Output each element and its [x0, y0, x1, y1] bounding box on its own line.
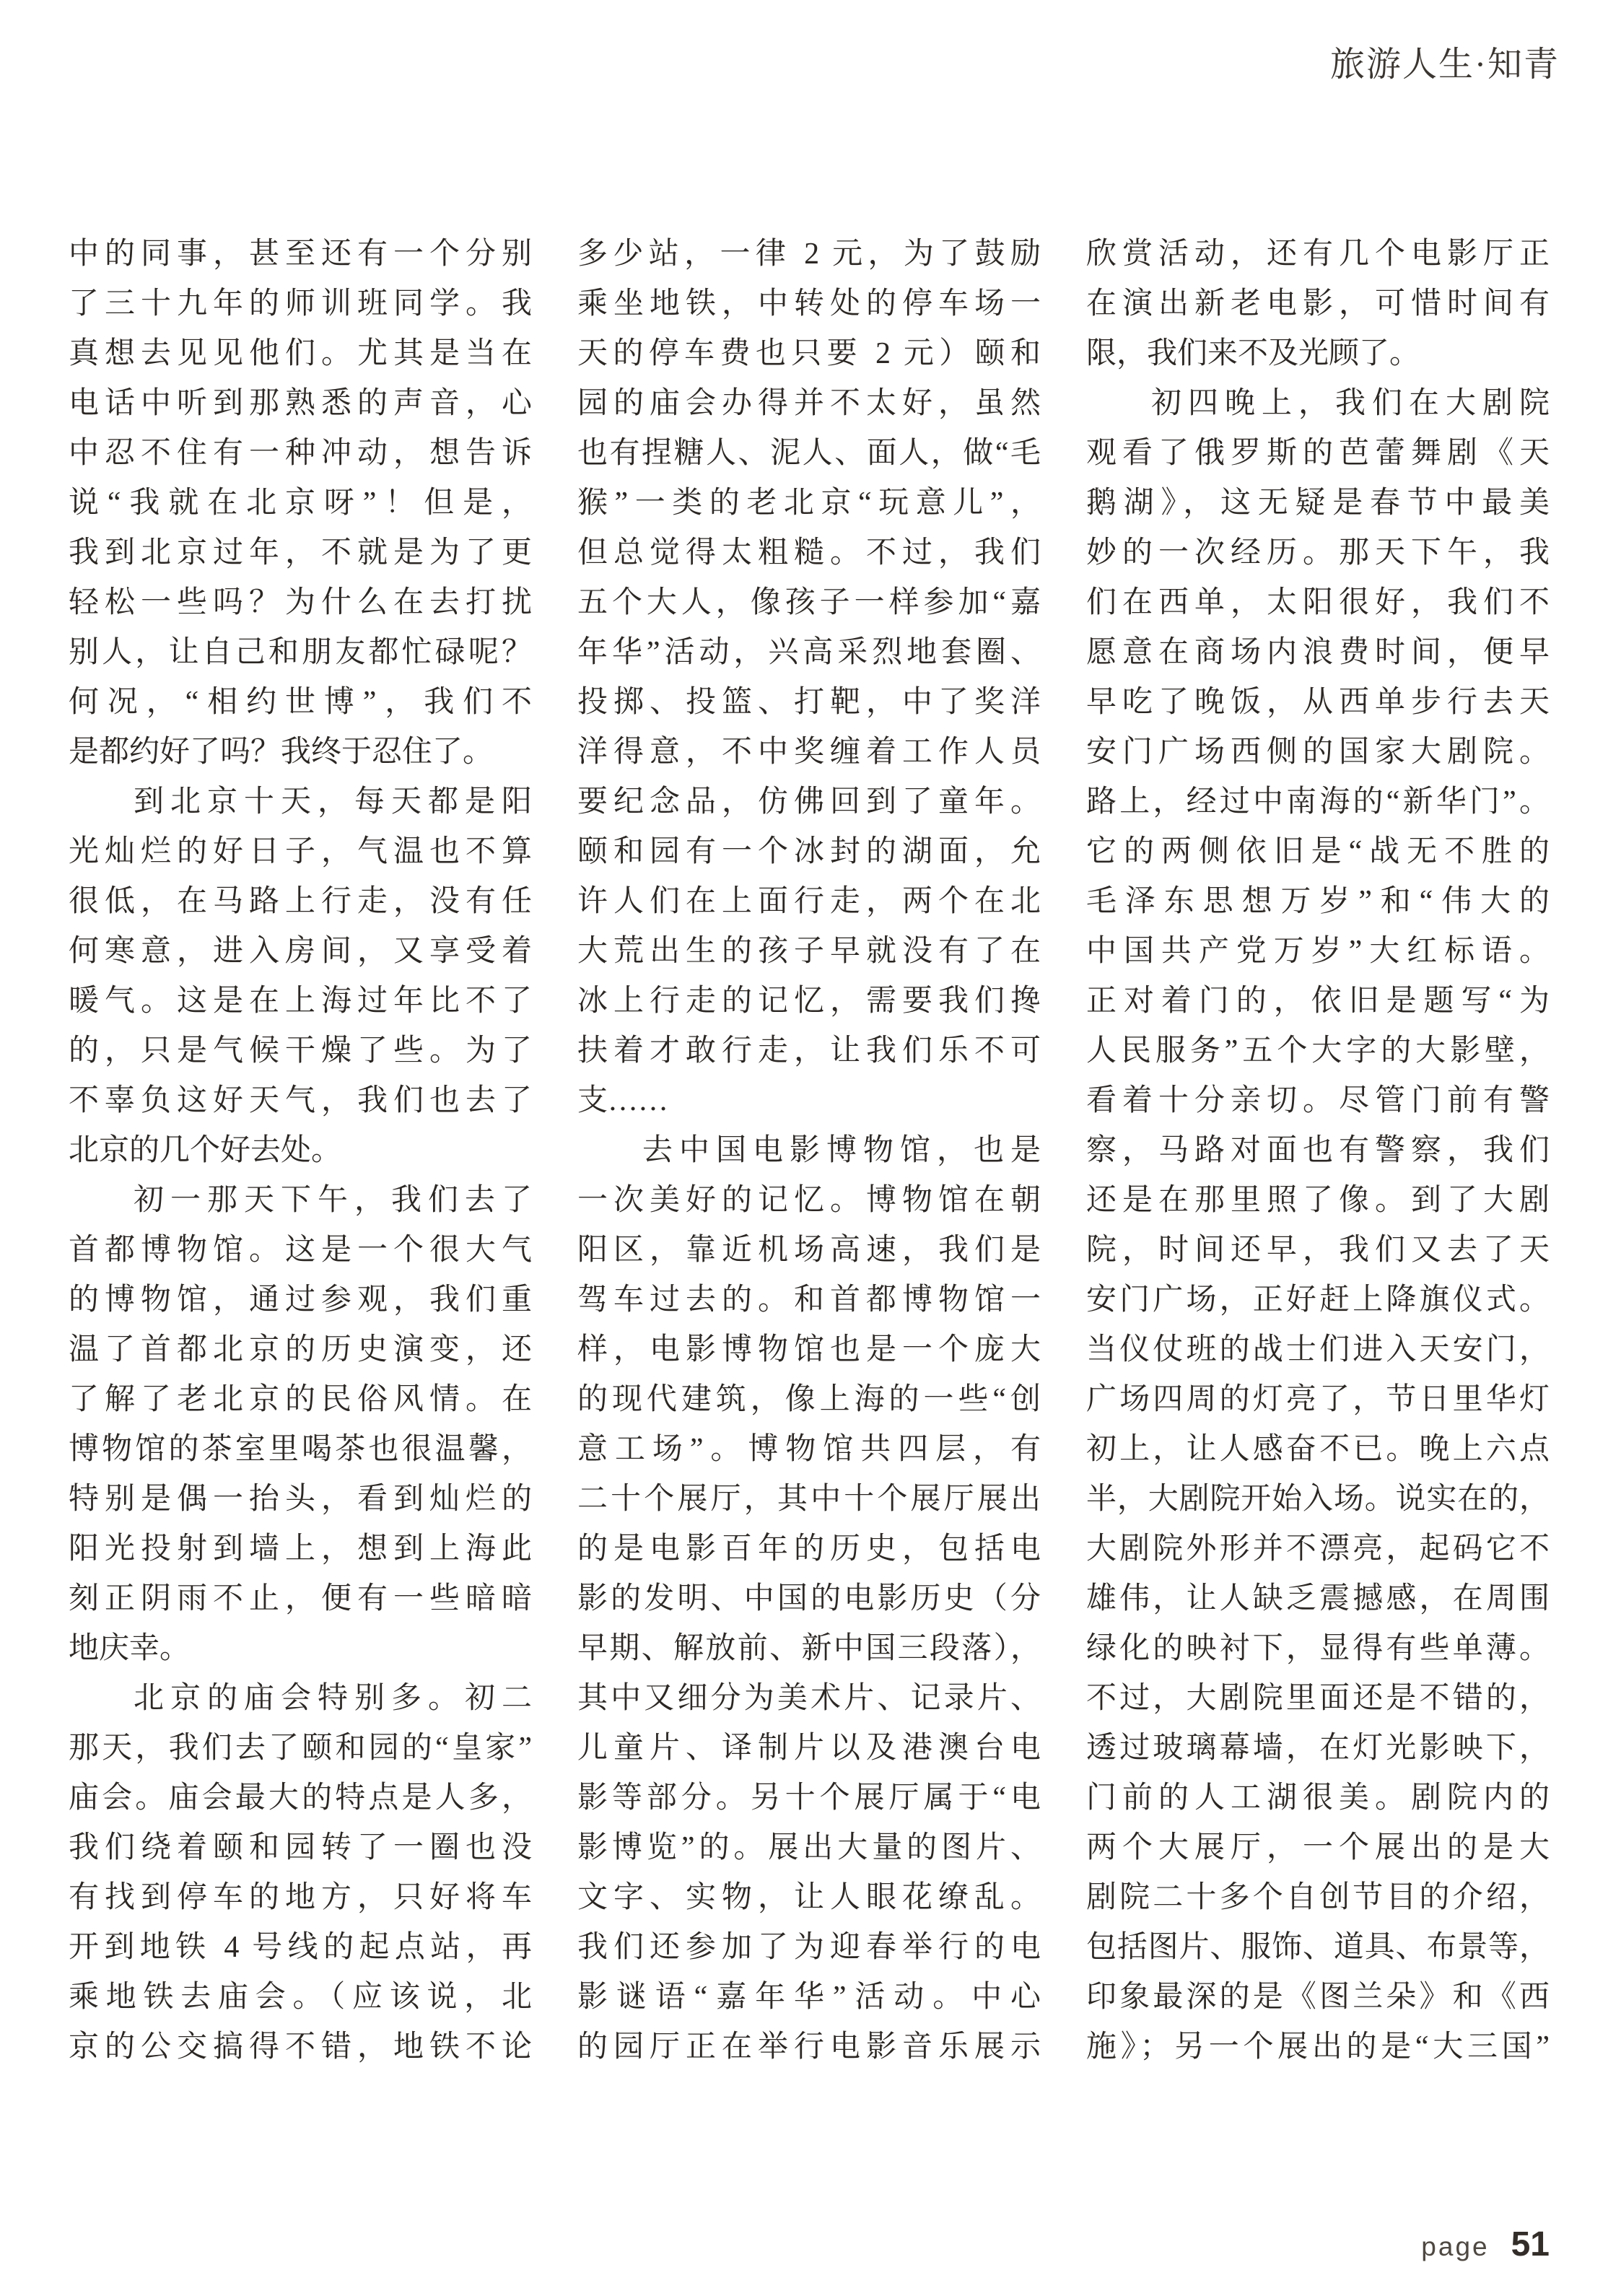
text-line: 中的同事，甚至还有一个分别: [69, 237, 532, 271]
text-line: 的是电影百年的历史，包括电: [577, 1532, 1041, 1566]
text-line: 包括图片、服饰、道具、布景等，: [1086, 1931, 1550, 1964]
text-line: 路上，经过中南海的“新华门”。: [1086, 785, 1550, 819]
text-line: 其中又细分为美术片、记录片、: [577, 1682, 1041, 1715]
text-line: 毛泽东思想万岁”和“伟大的: [1086, 885, 1550, 918]
text-line: 要纪念品，仿佛回到了童年。: [577, 785, 1041, 819]
text-line: 的现代建筑，像上海的一些“创: [577, 1383, 1041, 1416]
text-line: 大剧院外形并不漂亮，起码它不: [1086, 1532, 1550, 1566]
text-line: 人民服务”五个大字的大影壁，: [1086, 1034, 1550, 1068]
text-line: 样，电影博物馆也是一个庞大: [577, 1333, 1041, 1366]
text-line: 也有捏糖人、泥人、面人，做“毛: [577, 437, 1041, 470]
text-line: 安门广场西侧的国家大剧院。: [1086, 735, 1550, 769]
text-line: 不辜负这好天气，我们也去了: [69, 1084, 532, 1117]
text-line: 北京的几个好去处。: [69, 1134, 342, 1167]
text-line: 影等部分。另十个展厅属于“电: [577, 1781, 1041, 1815]
text-line: 施》；另一个展出的是“大三国”: [1086, 2030, 1550, 2064]
text-line: 猴”一类的老北京“玩意儿”，: [577, 486, 1041, 520]
text-line: 绿化的映衬下，显得有些单薄。: [1086, 1632, 1550, 1665]
text-line: 冰上行走的记忆，需要我们搀: [577, 985, 1041, 1018]
text-line: 愿意在商场内浪费时间，便早: [1086, 636, 1550, 669]
text-line: 察，马路对面也有警察，我们: [1086, 1134, 1550, 1167]
text-line: 温了首都北京的历史演变，还: [69, 1333, 532, 1366]
text-line: 初四晚上，我们在大剧院: [1151, 387, 1550, 420]
text-line: 北京的庙会特别多。初二: [134, 1682, 532, 1715]
text-line: 我到北京过年，不就是为了更: [69, 536, 532, 569]
text-line: 初一那天下午，我们去了: [134, 1184, 532, 1217]
text-line: 我们绕着颐和园转了一圈也没: [69, 1831, 532, 1864]
page-label: page: [1421, 2232, 1490, 2261]
section-header: 旅游人生·知青: [1330, 45, 1560, 84]
text-line: 博物馆的茶室里喝茶也很温馨，: [69, 1433, 532, 1466]
text-line: 支……: [577, 1084, 669, 1117]
text-line: 们在西单，太阳很好，我们不: [1086, 586, 1550, 619]
text-line: 扶着才敢行走，让我们乐不可: [577, 1034, 1041, 1068]
text-line: 洋得意，不中奖缠着工作人员: [577, 735, 1041, 769]
text-line: 何况，“相约世博”，我们不: [69, 686, 532, 719]
text-line: 特别是偶一抬头，看到灿烂的: [69, 1483, 532, 1516]
page-footer: [1421, 2225, 1550, 2264]
text-line: 园的庙会办得并不太好，虽然: [577, 387, 1041, 420]
text-line: 印象最深的是《图兰朵》和《西: [1086, 1981, 1550, 2014]
text-line: 的园厅正在举行电影音乐展示: [577, 2030, 1041, 2064]
text-line: 早吃了晚饭，从西单步行去天: [1086, 686, 1550, 719]
text-line: 说“我就在北京呀”！但是，: [69, 486, 532, 520]
text-line: 是都约好了吗？我终于忍住了。: [69, 735, 494, 769]
text-line: 首都博物馆。这是一个很大气: [69, 1234, 532, 1267]
text-line: 多少站，一律 2 元，为了鼓励: [577, 237, 1041, 271]
text-line: 中国共产党万岁”大红标语。: [1086, 935, 1550, 968]
text-line: 文字、实物，让人眼花缭乱。: [577, 1881, 1041, 1914]
text-line: 开到地铁 4 号线的起点站，再: [69, 1931, 532, 1964]
text-line: 但总觉得太粗糙。不过，我们: [577, 536, 1041, 569]
text-line: 何寒意，进入房间，又享受着: [69, 935, 532, 968]
text-line: 到北京十天，每天都是阳: [134, 785, 532, 819]
article-columns: [69, 230, 1550, 2072]
text-line: 光灿烂的好日子，气温也不算: [69, 835, 532, 868]
text-line: 限，我们来不及光顾了。: [1086, 337, 1420, 370]
text-line: 早期、解放前、新中国三段落），: [577, 1632, 1041, 1665]
text-line: 看着十分亲切。尽管门前有警: [1086, 1084, 1550, 1117]
text-line: 在演出新老电影，可惜时间有: [1086, 287, 1550, 320]
text-line: 儿童片、译制片以及港澳台电: [577, 1732, 1041, 1765]
text-line: 当仪仗班的战士们进入天安门，: [1086, 1333, 1550, 1366]
text-line: 的，只是气候干燥了些。为了: [69, 1034, 532, 1068]
text-line: 刻正阴雨不止，便有一些暗暗: [69, 1582, 532, 1615]
text-line: 不过，大剧院里面还是不错的，: [1086, 1682, 1550, 1715]
text-line: 庙会。庙会最大的特点是人多，: [69, 1781, 532, 1815]
text-line: 中忍不住有一种冲动，想告诉: [69, 437, 532, 470]
text-line: 了三十九年的师训班同学。我: [69, 287, 532, 320]
text-line: 鹅湖》，这无疑是春节中最美: [1086, 486, 1550, 520]
text-line: 透过玻璃幕墙，在灯光影映下，: [1086, 1732, 1550, 1765]
text-line: 影谜语“嘉年华”活动。中心: [577, 1981, 1041, 2014]
text-line: 它的两侧依旧是“战无不胜的: [1086, 835, 1550, 868]
text-line: 剧院二十多个自创节目的介绍，: [1086, 1881, 1550, 1914]
text-line: 年华”活动，兴高采烈地套圈、: [577, 636, 1041, 669]
text-line: 妙的一次经历。那天下午，我: [1086, 536, 1550, 569]
article-column-3: [1086, 230, 1550, 2072]
text-line: 别人，让自己和朋友都忙碌呢？: [69, 636, 532, 669]
text-line: 投掷、投篮、打靶，中了奖洋: [577, 686, 1041, 719]
text-line: 影的发明、中国的电影历史（分: [577, 1582, 1041, 1615]
text-line: 天的停车费也只要 2 元）颐和: [577, 337, 1041, 370]
text-line: 地庆幸。: [69, 1632, 191, 1665]
text-line: 意工场”。博物馆共四层，有: [577, 1433, 1041, 1466]
text-line: 半，大剧院开始入场。说实在的，: [1086, 1483, 1550, 1516]
text-line: 乘地铁去庙会。（应该说，北: [69, 1981, 532, 2014]
text-line: 还是在那里照了像。到了大剧: [1086, 1184, 1550, 1217]
text-line: 五个大人，像孩子一样参加“嘉: [577, 586, 1041, 619]
text-line: 轻松一些吗？为什么在去打扰: [69, 586, 532, 619]
text-line: 正对着门的，依旧是题写“为: [1086, 985, 1550, 1018]
article-column-2: [577, 230, 1041, 2072]
text-line: 我们还参加了为迎春举行的电: [577, 1931, 1041, 1964]
text-line: 真想去见见他们。尤其是当在: [69, 337, 532, 370]
text-line: 大荒出生的孩子早就没有了在: [577, 935, 1041, 968]
text-line: 院，时间还早，我们又去了天: [1086, 1234, 1550, 1267]
text-line: 暖气。这是在上海过年比不了: [69, 985, 532, 1018]
text-line: 那天，我们去了颐和园的“皇家”: [69, 1732, 532, 1765]
text-line: 颐和园有一个冰封的湖面，允: [577, 835, 1041, 868]
page-number: 51: [1511, 2225, 1550, 2264]
text-line: 很低，在马路上行走，没有任: [69, 885, 532, 918]
text-line: 电话中听到那熟悉的声音，心: [69, 387, 532, 420]
text-line: 许人们在上面行走，两个在北: [577, 885, 1041, 918]
text-line: 两个大展厅，一个展出的是大: [1086, 1831, 1550, 1864]
text-line: 雄伟，让人缺乏震撼感，在周围: [1086, 1582, 1550, 1615]
text-line: 门前的人工湖很美。剧院内的: [1086, 1781, 1550, 1815]
text-line: 一次美好的记忆。博物馆在朝: [577, 1184, 1041, 1217]
text-line: 阳区，靠近机场高速，我们是: [577, 1234, 1041, 1267]
text-line: 去中国电影博物馆，也是: [642, 1134, 1041, 1167]
text-line: 京的公交搞得不错，地铁不论: [69, 2030, 532, 2064]
text-line: 有找到停车的地方，只好将车: [69, 1881, 532, 1914]
text-line: 驾车过去的。和首都博物馆一: [577, 1283, 1041, 1317]
text-line: 乘坐地铁，中转处的停车场一: [577, 287, 1041, 320]
text-line: 二十个展厅，其中十个展厅展出: [577, 1483, 1041, 1516]
text-line: 了解了老北京的民俗风情。在: [69, 1383, 532, 1416]
text-line: 初上，让人感奋不已。晚上六点: [1086, 1433, 1550, 1466]
text-line: 影博览”的。展出大量的图片、: [577, 1831, 1041, 1864]
text-line: 观看了俄罗斯的芭蕾舞剧《天: [1086, 437, 1550, 470]
text-line: 阳光投射到墙上，想到上海此: [69, 1532, 532, 1566]
text-line: 的博物馆，通过参观，我们重: [69, 1283, 532, 1317]
text-line: 安门广场，正好赶上降旗仪式。: [1086, 1283, 1550, 1317]
article-column-1: [69, 230, 532, 2072]
text-line: 广场四周的灯亮了，节日里华灯: [1086, 1383, 1550, 1416]
text-line: 欣赏活动，还有几个电影厅正: [1086, 237, 1550, 271]
